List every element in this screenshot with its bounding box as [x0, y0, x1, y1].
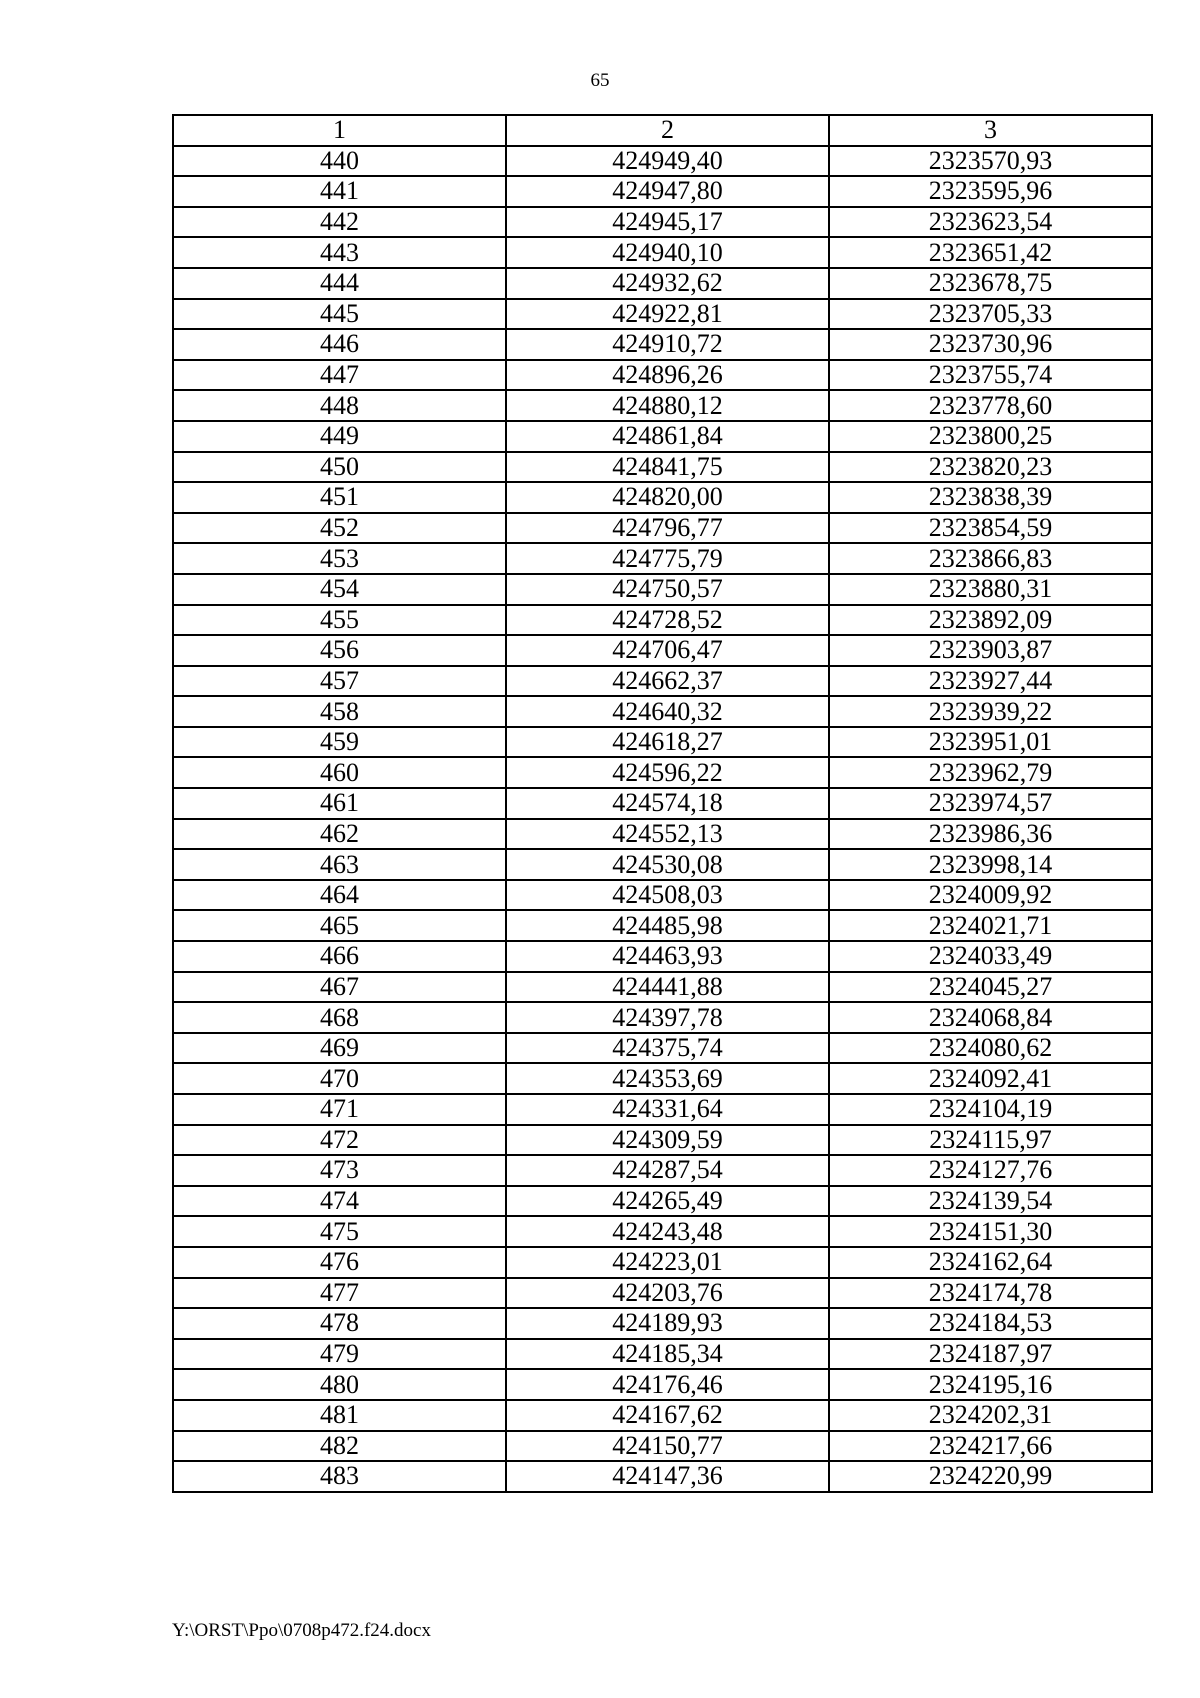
table-row: [173, 605, 1152, 636]
point-number-cell: 480: [173, 1369, 506, 1400]
coordinate-x-cell: 424441,88: [506, 972, 829, 1003]
coordinate-x-cell: 424775,79: [506, 543, 829, 574]
coordinate-y-cell: 2323755,74: [829, 360, 1152, 391]
coordinate-y-cell: 2323678,75: [829, 268, 1152, 299]
coordinate-x-cell: 424375,74: [506, 1033, 829, 1064]
coordinate-x-cell: 424662,37: [506, 666, 829, 697]
column-header-1: 1: [173, 115, 506, 146]
coordinate-x-cell: 424508,03: [506, 880, 829, 911]
point-number-cell: 455: [173, 605, 506, 636]
coordinate-x-cell: 424287,54: [506, 1155, 829, 1186]
table-row: [173, 819, 1152, 850]
table-row: [173, 1125, 1152, 1156]
table-row: [173, 1002, 1152, 1033]
coordinate-y-cell: 2324115,97: [829, 1125, 1152, 1156]
table-row: [173, 880, 1152, 911]
table-header-row: [173, 115, 1152, 146]
point-number-cell: 475: [173, 1216, 506, 1247]
table-row: [173, 513, 1152, 544]
point-number-cell: 468: [173, 1002, 506, 1033]
coordinate-x-cell: 424596,22: [506, 757, 829, 788]
coordinate-x-cell: 424880,12: [506, 390, 829, 421]
coordinate-y-cell: 2324080,62: [829, 1033, 1152, 1064]
coordinate-y-cell: 2323705,33: [829, 299, 1152, 330]
coordinate-y-cell: 2324068,84: [829, 1002, 1152, 1033]
coordinate-y-cell: 2323951,01: [829, 727, 1152, 758]
point-number-cell: 465: [173, 910, 506, 941]
coordinate-x-cell: 424922,81: [506, 299, 829, 330]
coordinate-x-cell: 424574,18: [506, 788, 829, 819]
table-row: [173, 849, 1152, 880]
coordinate-x-cell: 424896,26: [506, 360, 829, 391]
table-row: [173, 1369, 1152, 1400]
table-row: [173, 1308, 1152, 1339]
coordinate-y-cell: 2323880,31: [829, 574, 1152, 605]
coordinate-x-cell: 424949,40: [506, 146, 829, 177]
point-number-cell: 481: [173, 1400, 506, 1431]
coordinate-y-cell: 2324021,71: [829, 910, 1152, 941]
footer-file-path: Y:\ORST\Ppo\0708p472.f24.docx: [172, 1620, 431, 1641]
coordinate-y-cell: 2323986,36: [829, 819, 1152, 850]
table-row: [173, 360, 1152, 391]
coordinate-y-cell: 2323962,79: [829, 757, 1152, 788]
point-number-cell: 479: [173, 1339, 506, 1370]
table-row: [173, 421, 1152, 452]
coordinate-y-cell: 2324162,64: [829, 1247, 1152, 1278]
coordinate-x-cell: 424750,57: [506, 574, 829, 605]
coordinate-y-cell: 2324104,19: [829, 1094, 1152, 1125]
coordinate-y-cell: 2324127,76: [829, 1155, 1152, 1186]
coordinate-y-cell: 2323974,57: [829, 788, 1152, 819]
point-number-cell: 471: [173, 1094, 506, 1125]
coordinate-y-cell: 2323892,09: [829, 605, 1152, 636]
point-number-cell: 460: [173, 757, 506, 788]
coordinate-x-cell: 424147,36: [506, 1461, 829, 1492]
point-number-cell: 442: [173, 207, 506, 238]
table-row: [173, 1186, 1152, 1217]
table-row: [173, 543, 1152, 574]
table-row: [173, 1063, 1152, 1094]
coordinate-y-cell: 2323866,83: [829, 543, 1152, 574]
coordinate-y-cell: 2323595,96: [829, 176, 1152, 207]
coordinate-x-cell: 424932,62: [506, 268, 829, 299]
coordinate-x-cell: 424463,93: [506, 941, 829, 972]
point-number-cell: 463: [173, 849, 506, 880]
table-row: [173, 237, 1152, 268]
table-row: [173, 1278, 1152, 1309]
table-row: [173, 390, 1152, 421]
table-row: [173, 176, 1152, 207]
point-number-cell: 457: [173, 666, 506, 697]
coordinate-x-cell: 424331,64: [506, 1094, 829, 1125]
point-number-cell: 456: [173, 635, 506, 666]
point-number-cell: 454: [173, 574, 506, 605]
coordinate-x-cell: 424265,49: [506, 1186, 829, 1217]
point-number-cell: 470: [173, 1063, 506, 1094]
point-number-cell: 478: [173, 1308, 506, 1339]
table-row: [173, 910, 1152, 941]
coordinate-x-cell: 424485,98: [506, 910, 829, 941]
point-number-cell: 443: [173, 237, 506, 268]
table-row: [173, 299, 1152, 330]
point-number-cell: 474: [173, 1186, 506, 1217]
coordinate-x-cell: 424728,52: [506, 605, 829, 636]
coordinate-x-cell: 424223,01: [506, 1247, 829, 1278]
coordinate-x-cell: 424861,84: [506, 421, 829, 452]
point-number-cell: 451: [173, 482, 506, 513]
coordinate-y-cell: 2324202,31: [829, 1400, 1152, 1431]
coordinate-x-cell: 424203,76: [506, 1278, 829, 1309]
coordinate-x-cell: 424940,10: [506, 237, 829, 268]
point-number-cell: 444: [173, 268, 506, 299]
coordinate-x-cell: 424530,08: [506, 849, 829, 880]
coordinate-x-cell: 424841,75: [506, 452, 829, 483]
coordinate-x-cell: 424910,72: [506, 329, 829, 360]
table-row: [173, 1339, 1152, 1370]
coordinate-y-cell: 2323820,23: [829, 452, 1152, 483]
coordinate-x-cell: 424947,80: [506, 176, 829, 207]
coordinate-y-cell: 2324045,27: [829, 972, 1152, 1003]
coordinate-x-cell: 424189,93: [506, 1308, 829, 1339]
coordinate-x-cell: 424150,77: [506, 1431, 829, 1462]
point-number-cell: 476: [173, 1247, 506, 1278]
point-number-cell: 482: [173, 1431, 506, 1462]
point-number-cell: 458: [173, 696, 506, 727]
table-row: [173, 696, 1152, 727]
coordinate-y-cell: 2324220,99: [829, 1461, 1152, 1492]
coordinate-y-cell: 2323778,60: [829, 390, 1152, 421]
coordinate-y-cell: 2324174,78: [829, 1278, 1152, 1309]
coordinate-y-cell: 2324092,41: [829, 1063, 1152, 1094]
table-row: [173, 452, 1152, 483]
point-number-cell: 464: [173, 880, 506, 911]
table-row: [173, 1216, 1152, 1247]
table-row: [173, 757, 1152, 788]
table-row: [173, 482, 1152, 513]
table-body: [173, 146, 1152, 1492]
coordinate-y-cell: 2323570,93: [829, 146, 1152, 177]
table-row: [173, 1247, 1152, 1278]
coordinate-y-cell: 2324151,30: [829, 1216, 1152, 1247]
coordinate-y-cell: 2324217,66: [829, 1431, 1152, 1462]
table-row: [173, 329, 1152, 360]
coordinates-table: [172, 114, 1153, 1493]
page-number: 65: [590, 70, 610, 91]
coordinate-y-cell: 2323854,59: [829, 513, 1152, 544]
coordinate-x-cell: 424176,46: [506, 1369, 829, 1400]
coordinate-x-cell: 424309,59: [506, 1125, 829, 1156]
coordinate-y-cell: 2323623,54: [829, 207, 1152, 238]
coordinate-y-cell: 2323939,22: [829, 696, 1152, 727]
coordinate-x-cell: 424640,32: [506, 696, 829, 727]
table-row: [173, 727, 1152, 758]
coordinate-y-cell: 2324139,54: [829, 1186, 1152, 1217]
coordinate-y-cell: 2323903,87: [829, 635, 1152, 666]
coordinate-y-cell: 2324195,16: [829, 1369, 1152, 1400]
point-number-cell: 448: [173, 390, 506, 421]
table-row: [173, 1155, 1152, 1186]
point-number-cell: 459: [173, 727, 506, 758]
table-row: [173, 1431, 1152, 1462]
point-number-cell: 477: [173, 1278, 506, 1309]
coordinate-y-cell: 2323998,14: [829, 849, 1152, 880]
table-row: [173, 1400, 1152, 1431]
coordinate-x-cell: 424706,47: [506, 635, 829, 666]
coordinate-x-cell: 424185,34: [506, 1339, 829, 1370]
point-number-cell: 453: [173, 543, 506, 574]
table-row: [173, 788, 1152, 819]
table-row: [173, 972, 1152, 1003]
coordinate-x-cell: 424820,00: [506, 482, 829, 513]
point-number-cell: 466: [173, 941, 506, 972]
point-number-cell: 461: [173, 788, 506, 819]
coordinate-y-cell: 2323651,42: [829, 237, 1152, 268]
table-row: [173, 1461, 1152, 1492]
point-number-cell: 449: [173, 421, 506, 452]
table-row: [173, 207, 1152, 238]
point-number-cell: 467: [173, 972, 506, 1003]
coordinate-x-cell: 424243,48: [506, 1216, 829, 1247]
point-number-cell: 446: [173, 329, 506, 360]
coordinate-x-cell: 424397,78: [506, 1002, 829, 1033]
point-number-cell: 450: [173, 452, 506, 483]
coordinate-x-cell: 424167,62: [506, 1400, 829, 1431]
coordinate-x-cell: 424945,17: [506, 207, 829, 238]
table-row: [173, 941, 1152, 972]
table-row: [173, 1033, 1152, 1064]
coordinate-x-cell: 424552,13: [506, 819, 829, 850]
point-number-cell: 440: [173, 146, 506, 177]
coordinate-x-cell: 424353,69: [506, 1063, 829, 1094]
table-row: [173, 635, 1152, 666]
coordinate-x-cell: 424618,27: [506, 727, 829, 758]
column-header-3: 3: [829, 115, 1152, 146]
point-number-cell: 472: [173, 1125, 506, 1156]
coordinate-y-cell: 2323838,39: [829, 482, 1152, 513]
point-number-cell: 445: [173, 299, 506, 330]
column-header-2: 2: [506, 115, 829, 146]
point-number-cell: 473: [173, 1155, 506, 1186]
coordinate-y-cell: 2324187,97: [829, 1339, 1152, 1370]
table-row: [173, 666, 1152, 697]
coordinate-y-cell: 2324033,49: [829, 941, 1152, 972]
coordinate-y-cell: 2323800,25: [829, 421, 1152, 452]
coordinate-x-cell: 424796,77: [506, 513, 829, 544]
point-number-cell: 441: [173, 176, 506, 207]
coordinate-y-cell: 2323730,96: [829, 329, 1152, 360]
point-number-cell: 469: [173, 1033, 506, 1064]
point-number-cell: 483: [173, 1461, 506, 1492]
coordinate-y-cell: 2323927,44: [829, 666, 1152, 697]
table-row: [173, 1094, 1152, 1125]
point-number-cell: 462: [173, 819, 506, 850]
point-number-cell: 447: [173, 360, 506, 391]
table-row: [173, 574, 1152, 605]
point-number-cell: 452: [173, 513, 506, 544]
table-row: [173, 268, 1152, 299]
coordinate-y-cell: 2324009,92: [829, 880, 1152, 911]
coordinate-y-cell: 2324184,53: [829, 1308, 1152, 1339]
table-row: [173, 146, 1152, 177]
